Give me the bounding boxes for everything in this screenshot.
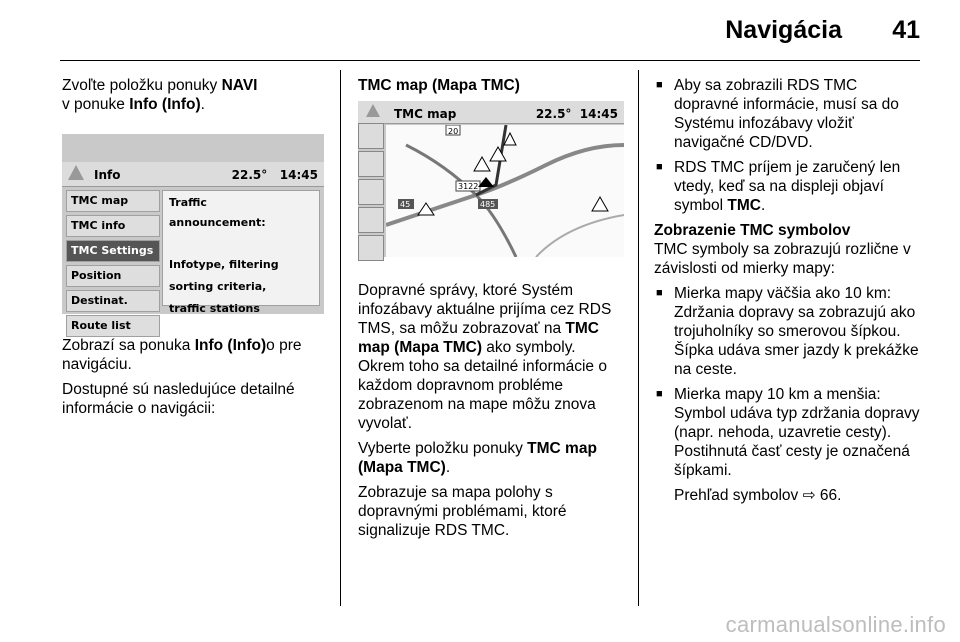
paragraph: Vyberte položku ponuky TMC map (Mapa TMC). xyxy=(358,440,597,476)
map-button xyxy=(358,207,384,233)
map-screen-title: TMC map xyxy=(394,107,457,121)
panel-line: Infotype, filtering xyxy=(169,258,279,271)
paragraph: Dostupné sú nasledujúce detailné informácie o navigácii: xyxy=(62,381,295,417)
map-side-buttons xyxy=(358,123,384,257)
menu-item-tmc-settings: TMC Settings xyxy=(66,240,160,262)
map-view xyxy=(386,125,624,257)
paragraph: TMC symboly sa zobrazujú rozlične v závislosti od mierky mapy: xyxy=(654,241,911,277)
column-3 xyxy=(654,76,926,511)
bullet-item: ■ Mierka mapy 10 km a menšia: Symbol udáva typ zdržania dopravy (napr. nehoda, uzavretie cesty). Postihnutá časť cesty je označená šípkami. xyxy=(654,385,926,480)
menu-item-destinat: Destinat. xyxy=(66,290,160,312)
intro-paragraph: Zvoľte položku ponuky NAVI v ponuke Info (Info). xyxy=(62,77,258,113)
map-screen-status: 22.5° 14:45 xyxy=(535,107,618,121)
map-button xyxy=(358,123,384,149)
page-number: 41 xyxy=(892,16,920,44)
traffic-triangle-icon xyxy=(490,147,506,161)
cross-reference: Prehľad symbolov ⇨ 66. xyxy=(674,487,842,504)
tmc-map-screen-image xyxy=(358,101,624,257)
panel-line: announcement: xyxy=(169,216,266,229)
road-label: 45 xyxy=(400,200,411,209)
map-button xyxy=(358,151,384,177)
traffic-triangle-icon xyxy=(592,197,608,211)
map-drawing xyxy=(386,125,624,257)
info-screen-title: Info xyxy=(94,168,121,182)
column-2 xyxy=(358,76,624,546)
panel-line: traffic stations xyxy=(169,302,260,315)
road-label: 485 xyxy=(480,200,496,209)
warning-icon xyxy=(366,104,380,117)
paragraph: Zobrazí sa ponuka Info (Info)o pre navigáciu. xyxy=(62,337,302,373)
section-heading: TMC map (Mapa TMC) xyxy=(358,77,520,94)
column-divider-2 xyxy=(638,70,639,606)
menu-item-tmc-info: TMC info xyxy=(66,215,160,237)
menu-item-position: Position xyxy=(66,265,160,287)
map-button xyxy=(358,179,384,205)
warning-icon xyxy=(68,165,84,180)
menu-item-route-list: Route list xyxy=(66,315,160,337)
panel-line: sorting criteria, xyxy=(169,280,267,293)
bullet-item: ■ Mierka mapy väčšia ako 10 km: Zdržania dopravy sa zobrazujú ako trojuholníky so smerovou šípkou. Šípka udáva smer jazdy k prekážke na ceste. xyxy=(654,284,926,379)
info-screen-status: 22.5° 14:45 xyxy=(231,168,318,182)
road-label: 3122 xyxy=(458,182,479,191)
map-statusbar xyxy=(358,101,624,124)
section-heading: Zobrazenie TMC symbolov xyxy=(654,222,851,239)
menu-item-tmc-map: TMC map xyxy=(66,190,160,212)
column-divider-1 xyxy=(340,70,341,606)
info-detail-panel xyxy=(162,190,320,315)
road-label: 20 xyxy=(448,127,459,136)
panel-line: Traffic xyxy=(169,196,207,209)
paragraph: Zobrazuje sa mapa polohy s dopravnými problémami, ktoré signalizuje RDS TMC. xyxy=(358,484,567,539)
column-1 xyxy=(62,76,322,424)
bullet-item: ■ RDS TMC príjem je zaručený len vtedy, keď sa na displeji objaví symbol TMC. xyxy=(654,158,926,215)
traffic-triangle-icon xyxy=(474,157,490,171)
page-ref-arrow-icon: ⇨ xyxy=(802,487,816,504)
watermark: carmanualsonline.info xyxy=(725,612,946,637)
paragraph: Dopravné správy, ktoré Systém infozábavy aktuálne prijíma cez RDS TMS, sa môžu zobrazovať na TMC map (Mapa TMC) ako symboly. Okrem toho sa detailné informácie o každom dopravnom probléme zobrazenom na mape môžu znova vyvolať. xyxy=(358,282,612,432)
header-rule xyxy=(60,60,920,61)
bullet-item: ■ Aby sa zobrazili RDS TMC dopravné informácie, musí sa do Systému infozábavy vložiť navigačné CD/DVD. xyxy=(654,76,926,152)
info-screen-statusbar xyxy=(62,162,324,187)
info-screen-image xyxy=(62,134,324,332)
chapter-title: Navigácia xyxy=(725,16,842,44)
page-header xyxy=(0,0,960,62)
map-button xyxy=(358,235,384,261)
info-menu xyxy=(66,190,160,340)
